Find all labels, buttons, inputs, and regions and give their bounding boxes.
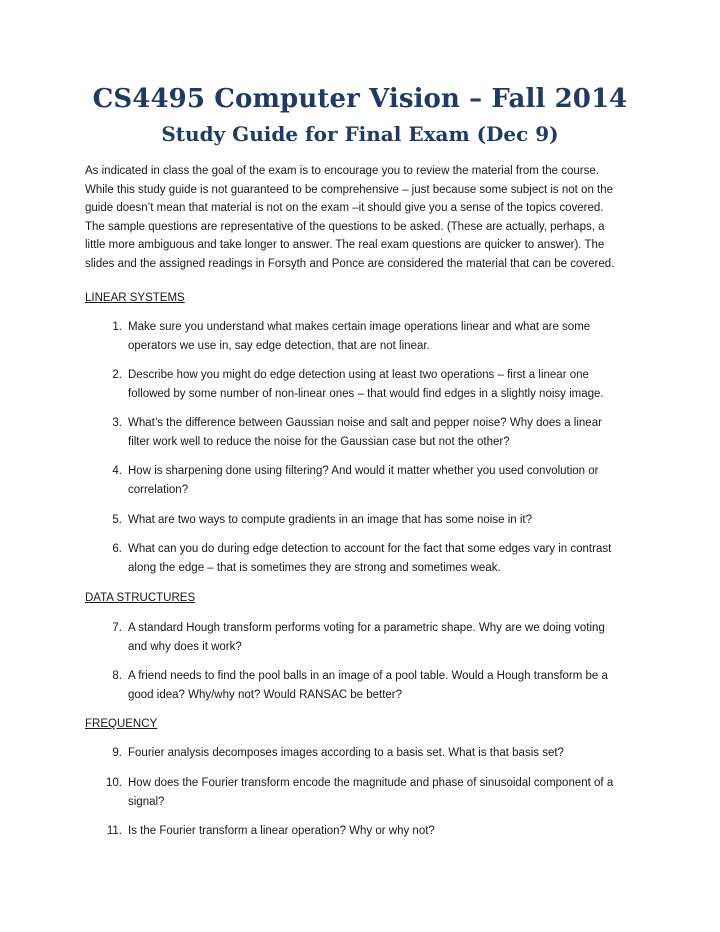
question-number: 5. xyxy=(112,514,122,526)
question-text: Make sure you understand what makes certain image operations linear and what are some xyxy=(128,321,591,333)
question-text: and why does it work? xyxy=(128,640,242,653)
question-text: What’s the difference between Gaussian noise and salt and pepper noise? Why does a linear xyxy=(128,417,602,429)
question-number: 2. xyxy=(112,369,122,381)
question-number: 1. xyxy=(112,321,122,333)
intro-line: little more ambiguous and take longer to answer. The real exam questions are quicker to answer). The xyxy=(85,239,605,251)
question-text: A friend needs to find the pool balls in an image of a pool table. Would a Hough transform be a xyxy=(128,670,608,682)
question-text: operators we use in, say edge detection, that are not linear. xyxy=(128,339,430,352)
intro-paragraph xyxy=(85,162,645,273)
page-subtitle: Study Guide for Final Exam (Dec 9) xyxy=(161,122,559,146)
question-text: Is the Fourier transform a linear operation? Why or why not? xyxy=(128,825,435,837)
question-text: How does the Fourier transform encode the magnitude and phase of sinusoidal component of a xyxy=(128,777,614,789)
intro-line: The sample questions are representative of the questions to be asked. (These are actually, perhaps, a xyxy=(85,220,605,233)
question-number: 3. xyxy=(112,417,122,429)
question-number: 6. xyxy=(112,543,122,555)
question-text: followed by some number of non-linear ones – that would find edges in a slightly noisy image. xyxy=(128,387,604,400)
question-text: What are two ways to compute gradients in an image that has some noise in it? xyxy=(128,514,532,526)
intro-line: slides and the assigned readings in Forsyth and Ponce are considered the material that can be covered. xyxy=(85,257,615,270)
question-text: along the edge – that is sometimes they are strong and sometimes weak. xyxy=(128,561,501,574)
question-text: How is sharpening done using filtering? And would it matter whether you used convolution or xyxy=(128,465,599,477)
intro-line: guide doesn’t mean that material is not on the exam –it should give you a sense of the topics covered. xyxy=(85,202,604,214)
intro-line: As indicated in class the goal of the exam is to encourage you to review the material from the course. xyxy=(85,165,599,177)
section-heading-frequency: FREQUENCY xyxy=(85,718,158,730)
question-number: 10. xyxy=(106,777,122,789)
question-text: What can you do during edge detection to account for the fact that some edges vary in contrast xyxy=(128,543,612,555)
question-number: 7. xyxy=(112,622,122,634)
question-text: Fourier analysis decomposes images according to a basis set. What is that basis set? xyxy=(128,747,564,759)
question-number: 11. xyxy=(106,825,122,837)
intro-line: While this study guide is not guaranteed to be comprehensive – just because some subject is not on the xyxy=(85,183,614,196)
question-number: 4. xyxy=(112,465,122,477)
question-text: good idea? Why/why not? Would RANSAC be better? xyxy=(128,688,403,701)
section-heading-data-structures: DATA STRUCTURES xyxy=(85,592,196,604)
question-text: filter work well to reduce the noise for the Gaussian case but not the other? xyxy=(128,435,510,448)
question-text: Describe how you might do edge detection using at least two operations – first a linear one xyxy=(128,369,589,381)
question-text: correlation? xyxy=(128,483,189,496)
question-number: 8. xyxy=(112,670,122,682)
question-text: signal? xyxy=(128,795,165,808)
question-text: A standard Hough transform performs voting for a parametric shape. Why are we doing voting xyxy=(128,622,605,634)
question-number: 9. xyxy=(112,747,122,759)
section-heading-linear-systems: LINEAR SYSTEMS xyxy=(85,292,185,304)
page-title: CS4495 Computer Vision – Fall 2014 xyxy=(92,84,628,114)
